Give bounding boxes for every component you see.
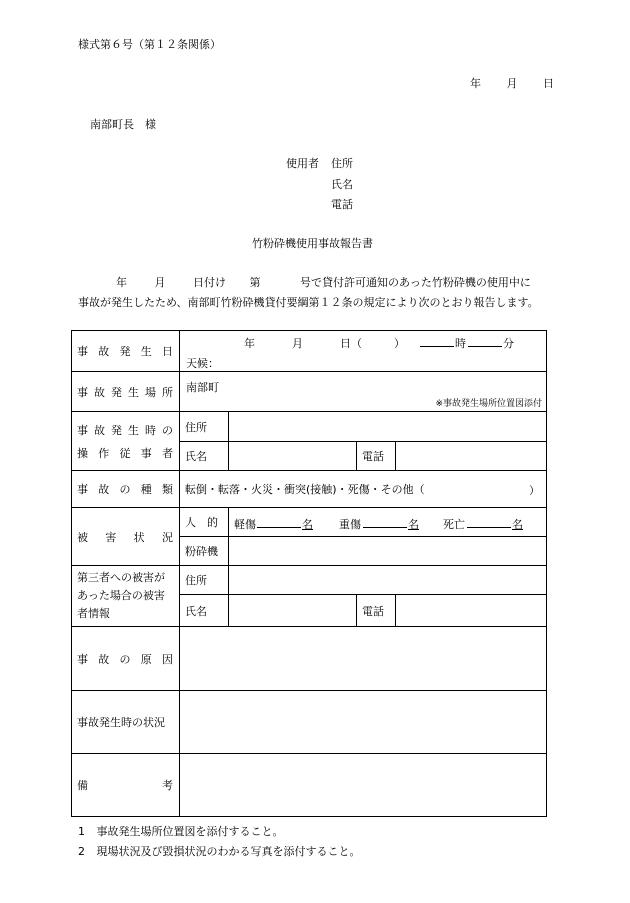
cause-field[interactable] bbox=[180, 627, 547, 691]
note-2 bbox=[78, 843, 361, 859]
applicant-address-label: 住所 bbox=[331, 157, 353, 170]
intro-line-1 bbox=[116, 274, 531, 290]
label-accident-place: 事 故 発 生 場 所 bbox=[72, 372, 180, 412]
note-1-number: 1 bbox=[78, 825, 85, 838]
accident-date-day: 日（ bbox=[340, 337, 362, 350]
third-party-phone-label: 電話 bbox=[357, 595, 396, 627]
label-accident-type: 事 故 の 種 類 bbox=[72, 471, 180, 508]
hour-blank bbox=[420, 335, 454, 347]
death-label: 死亡 bbox=[443, 518, 465, 531]
date-year: 年 bbox=[470, 77, 481, 90]
row-third-party-address bbox=[72, 566, 547, 595]
operator-phone-field[interactable] bbox=[396, 442, 547, 471]
intro-line1-rest: 号で貸付許可通知のあった竹粉砕機の使用中に bbox=[300, 276, 531, 289]
operator-phone-label: 電話 bbox=[357, 442, 396, 471]
note-2-text: 現場状況及び毀損状況のわかる写真を添付すること。 bbox=[96, 845, 361, 858]
accident-type-options: 転倒・転落・火災・衝突(接触)・死傷・その他（ bbox=[185, 483, 425, 496]
row-cause bbox=[72, 627, 547, 691]
human-damage-cell[interactable] bbox=[229, 508, 547, 537]
intro-month: 月 bbox=[154, 276, 166, 289]
situation-field[interactable] bbox=[180, 691, 547, 754]
date-line bbox=[470, 75, 554, 91]
accident-date-cell[interactable] bbox=[180, 331, 547, 372]
accident-type-close: ） bbox=[529, 484, 540, 497]
third-party-address-label: 住所 bbox=[180, 566, 229, 595]
row-place bbox=[72, 372, 547, 412]
applicant-phone-label: 電話 bbox=[331, 198, 353, 211]
accident-hour: 時 bbox=[455, 337, 466, 350]
third-party-name-label: 氏名 bbox=[180, 595, 229, 627]
death-unit: 名 bbox=[512, 518, 523, 531]
operator-address-field[interactable] bbox=[229, 412, 547, 442]
date-month: 月 bbox=[506, 77, 518, 90]
form-number: 様式第６号（第１２条関係） bbox=[78, 38, 221, 51]
operator-name-field[interactable] bbox=[229, 442, 357, 471]
note-2-number: 2 bbox=[78, 845, 85, 858]
addressee: 南部町長 様 bbox=[90, 118, 156, 131]
minor-injury-unit: 名 bbox=[302, 518, 313, 531]
accident-minute: 分 bbox=[503, 337, 514, 350]
intro-year: 年 bbox=[116, 276, 127, 289]
serious-injury-blank bbox=[363, 516, 407, 528]
third-party-phone-field[interactable] bbox=[396, 595, 547, 627]
row-damage-human bbox=[72, 508, 547, 537]
accident-report-table bbox=[71, 330, 547, 817]
intro-no-prefix: 第 bbox=[249, 276, 261, 289]
label-third-party: 第三者への被害が あった場合の被害 者情報 bbox=[72, 566, 180, 627]
minute-blank bbox=[468, 335, 502, 347]
remarks-field[interactable] bbox=[180, 754, 547, 817]
document-title: 竹粉砕機使用事故報告書 bbox=[252, 237, 373, 250]
date-day: 日 bbox=[543, 77, 554, 90]
operator-address-label: 住所 bbox=[180, 412, 229, 442]
label-situation: 事故発生時の状況 bbox=[72, 691, 180, 754]
machine-damage-label: 粉砕機 bbox=[180, 537, 229, 566]
note-1-text: 事故発生場所位置図を添付すること。 bbox=[96, 825, 284, 838]
weather-label: 天候： bbox=[186, 357, 219, 370]
accident-date-month: 月 bbox=[292, 337, 303, 350]
third-party-name-field[interactable] bbox=[229, 595, 357, 627]
place-note: ※事故発生場所位置図添付 bbox=[435, 399, 542, 409]
serious-injury-label: 重傷 bbox=[339, 518, 361, 531]
intro-line-2: 事故が発生したため、南部町竹粉砕機貸付要綱第１２条の規定により次のとおり報告します。 bbox=[78, 296, 539, 309]
label-cause: 事 故 の 原 因 bbox=[72, 627, 180, 691]
label-remarks: 備 考 bbox=[72, 754, 180, 817]
death-blank bbox=[467, 516, 511, 528]
machine-damage-field[interactable] bbox=[229, 537, 547, 566]
accident-date-year: 年 bbox=[244, 337, 255, 350]
label-accident-date: 事 故 発 生 日 bbox=[72, 331, 180, 372]
applicant-role: 使用者 bbox=[286, 157, 319, 170]
place-value: 南部町 bbox=[186, 381, 219, 394]
human-damage-label: 人 的 bbox=[180, 508, 229, 537]
accident-place-cell[interactable] bbox=[180, 372, 547, 412]
accident-date-close: ） bbox=[394, 337, 405, 350]
third-party-address-field[interactable] bbox=[229, 566, 547, 595]
label-operator: 事 故 発 生 時 の 操 作 従 事 者 bbox=[72, 412, 180, 471]
row-type bbox=[72, 471, 547, 508]
note-1 bbox=[78, 823, 284, 839]
minor-injury-label: 軽傷 bbox=[234, 518, 256, 531]
label-damage: 被 害 状 況 bbox=[72, 508, 180, 566]
accident-type-cell[interactable] bbox=[180, 471, 547, 508]
row-operator-address bbox=[72, 412, 547, 442]
intro-day: 日付け bbox=[193, 276, 226, 289]
row-situation bbox=[72, 691, 547, 754]
serious-injury-unit: 名 bbox=[408, 518, 419, 531]
row-date bbox=[72, 331, 547, 372]
operator-name-label: 氏名 bbox=[180, 442, 229, 471]
minor-injury-blank bbox=[257, 516, 301, 528]
row-remarks bbox=[72, 754, 547, 817]
applicant-name-label: 氏名 bbox=[331, 178, 353, 191]
